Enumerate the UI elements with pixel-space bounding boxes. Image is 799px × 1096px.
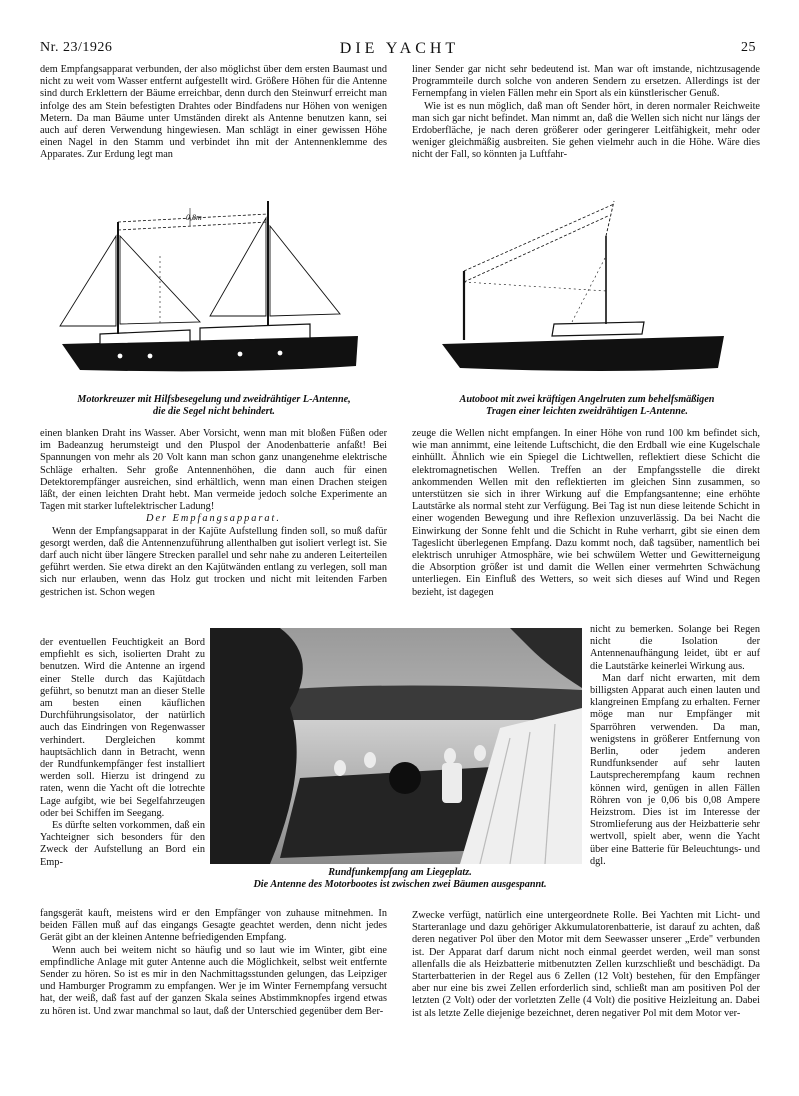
paragraph: Zwecke verfügt, natürlich eine untergeordnete Rolle. Bei Yachten mit Licht- und Starteranlage und dazu gehöriger Akkumulatorenbatterie, ist darauf zu achten, daß deren negativer Pol über den Motor mit dem Seewasser unserer „Erde" verbunden ist. Der Apparat darf darum nicht noch einmal geerdet werden, weil man sonst allenfalls die als Heizbatterie mitbenutzten Zellen kurzschließt und beschädigt. Da Starterbatterien in der Regel aus 6 Zellen (12 Volt) bestehen, für den Empfänger aber nur eine bis zwei Zellen erforderlich sind, schließt man am positiven Pol der letzten (2 Volt) oder der vorletzten Zelle (4 Volt) die positive Heizleitung an. Dabei ist als letzte Zelle diejenige bezeichnet, deren negativer Pol mit dem Motor ver- [412,910,760,1019]
paragraph: Wenn auch bei weitem nicht so häufig und so laut wie im Winter, gibt eine empfindliche Anlage mit guter Antenne auch die Möglichkeit, selbst weit entfernte Sender zu hören. So ist es mir in den Nachmittagsstunden gelungen, das Leipziger und Hamburger Programm zu empfangen. Wer je im Winter Fernempfang versucht hat, der weiß, daß fast auf der ganzen Skala seines Abstimmknopfes irgend etwas zu hören ist. Und zwar manchmal so laut, daß der Unterschied gegenüber dem Ber- [40,944,387,1017]
deckhouse-shape [200,324,310,341]
mizzen-sail [270,226,340,316]
paragraph: Wie ist es nun möglich, daß man oft Sender hört, in deren normaler Reichweite man sich gar nicht befindet. Man nimmt an, daß die Wellen sich nicht nur längs der Erdoberfläche, je nach deren größerer oder geringerer Leitfähigkeit, mehr oder weniger gleichmäßig ausbreiten. Sie gehen vielmehr auch in die Höhe. Wäre dies nicht der Fall, so könnten ja Luftfahr- [412,100,760,161]
right-column-bottom [412,910,760,1020]
jib-sail [120,236,200,324]
caption-line: Motorkreuzer mit Hilfsbesegelung und zweidrähtiger L-Antenne, [77,394,351,405]
section-heading: Der Empfangsapparat. [146,513,281,525]
right-column-mid [412,428,760,599]
photo-boat-at-mooring [210,628,582,864]
paragraph: zeuge die Wellen nicht empfangen. In einer Höhe von rund 100 km befindet sich, wie man annimmt, eine leitende Luftschicht, die den Erdball wie eine Kugelschale einhüllt. Ähnlich wie ein Spiegel die Lichtwellen, reflektiert diese Schicht die elektromagnetischen Wellen. Treffen an der Empfangsstelle die direkt ankommenden Wellen mit den reflektierten im gleichen Sinn zusammen, so unterstützen sie sich in ihrer Wirkung auf die Empfangsantenne; eine erhöhte Lautstärke als normal steht zur Verfügung. Bei Tag ist nun diese leitende Schicht in einer wogenden Bewegung und ihre Reflexion unzuverlässig. Da bei Nacht die Einwirkung der Sonne fehlt und die Schicht in Ruhe verharrt, gibt sie einen dem Tageslicht überlegenen Empfang. Dazu kommt noch, daß tagsüber, namentlich bei elektrisch unruhiger Atmosphäre, wie bei schwülem Wetter und Gewitterneigung die Absorption größer ist und damit die Wellen einer vermehrten Schwächung unterliegen. Ein Einfluß des Wetters, so weit sich dieses auf Wind und Regen bezieht, ist dagegen [412,428,760,598]
right-column-top [412,64,760,162]
paragraph: der eventuellen Feuchtigkeit an Bord empfiehlt es sich, isolierten Draht zu benutzen. Wird die Antenne an irgend einer Stelle durch das Kajütdach geführt, so benutzt man an dieser Stelle am besten einen käuflichen Durchführungsisolator, der natürlich auch das Eindringen von Regenwasser verhindert. Dergleichen kommt hauptsächlich dann in Betracht, wenn der Rundfunkempfänger fest installiert werden soll. Hierzu ist dringend zu raten, wenn die Yacht oft die lotrechte Lage aufgibt, wie bei Segelfahrzeugen oder bei Schiffen im Seegang. [40,637,205,819]
paragraph: Es dürfte selten vorkommen, daß ein Yachteigner sich besonders für den Zweck der Aufstellung an Bord ein Emp- [40,820,205,868]
paragraph: einen blanken Draht ins Wasser. Aber Vorsicht, wenn man mit bloßen Füßen oder im Badeanzug herumsteigt und den Pluspol der Anodenbatterie anfaßt! Bei Spannungen von mehr als 20 Volt kann man schon ganz unangenehme elektrische Schläge erhalten. Sehr große Antennenhöhen, die dann auch für einen Detektorempfänger ausreichen, sind erhältlich, wenn man einen Drachen steigen läßt, der einen leichten Draht hebt. Man vermeide jedoch solche Experimente an Tagen mit starker luftelektrischer Ladung! [40,428,387,513]
hull-shape [442,336,724,371]
lead-in-wire [572,256,606,322]
loudspeaker-shape [389,762,421,794]
rod-tip [606,201,614,236]
caption-line: Autoboot mit zwei kräftigen Angelruten zum behelfsmäßigen [459,394,715,405]
caption-line: Tragen einer leichten zweidrähtigen L-Antenne. [486,406,688,417]
page-number: 25 [741,40,756,55]
cabin-shape [100,330,190,344]
left-column-bottom [40,908,387,1018]
right-column-narrow [590,624,760,868]
paragraph: Man darf nicht erwarten, mit dem billigsten Apparat auch einen lauten und klangreinen Empfang zu erhalten. Ferner möge man nur Empfänger mit Sparröhren verwenden. Da man, wenigstens in größerer Entfernung von Berlin, oder jedem anderen Rundfunksender auf sehr lauten Lautsprecherempfang kaum rechnen können wird, genügen in allen Fällen Röhren von je 0,06 bis 0,08 Ampere Heizstrom. Dies ist im Interesse der Stromlieferung aus der Heizbatterie sehr wertvoll, spielt aber, wenn die Yacht über eine Batterie für Beleuchtungs- und dgl. [590,672,760,867]
caption-line: Rundfunkempfang am Liegeplatz. [328,867,472,878]
paragraph: Wenn der Empfangsapparat in der Kajüte Aufstellung finden soll, so muß dafür gesorgt werden, daß die Antennenzuführung allenthalben gut isoliert verlegt ist. Sie darf auch nicht über längere Strecken parallel und sehr nahe zu anderen Leiterteilen geführt werden. Sie etwa direkt an den Kajütwänden entlang zu verlegen, soll man sich nur erlauben, wenn das Holz gut trocken und nicht mit leitenden Farben gestrichen ist. Schon wegen [40,525,387,598]
photo-caption [210,867,590,891]
caption-line: die die Segel nicht behindert. [153,406,275,417]
fore-sail [60,236,116,326]
antenna-wire-1 [464,204,614,271]
left-column-narrow [40,637,205,869]
measure-label: 0,8m [186,213,202,222]
cockpit-shape [552,322,644,336]
caption-line: Die Antenne des Motorbootes ist zwischen zwei Bäumen ausgespannt. [253,879,547,890]
left-column-mid [40,428,387,599]
paragraph: dem Empfangsapparat verbunden, der also möglichst über dem ersten Baumast und nicht zu weit vom Wasser entfernt aufgestellt wird. Größere Höhen für die Antenne sind durch Erklettern der Bäume erreichbar, denn durch den Steinwurf erreicht man infolge des am Stein befestigten Drahtes oder Bindfadens nur Höhen von wenigen Metern. Da man Bäume unter Umständen direkt als Antenne benutzen kann, sei auch auf deren Verwendung hingewiesen. Man schlägt in einer gewissen Höhe einen Nagel in den Stamm und verbindet ihn mit der Antennenklemme des Apparates. Zur Erdung legt man [40,64,387,161]
figure-right-caption [412,394,762,418]
paragraph: fangsgerät kauft, meistens wird er den Empfänger von zuhause mitnehmen. In beiden Fällen muß auf das eingangs Gesagte geachtet werden, denn nicht jedes Gerät gibt an der kleinen Antenne befriedigenden Empfang. [40,908,387,944]
main-sail [210,218,266,316]
antenna-wire-2 [464,216,608,282]
paragraph: liner Sender gar nicht sehr bedeutend ist. Man war oft imstande, nichtzusagende Programmteile durch solche von anderen Sendern zu ersetzen. Allerdings ist der Fernempfang in vielen Fällen mehr ein Sport als ein künstlerischer Genuß. [412,64,760,100]
issue-number: Nr. 23/1926 [40,40,113,55]
paragraph: nicht zu bemerken. Solange bei Regen nicht die Isolation der Antennenaufhängung leidet, übt er auf die Lautstärke keinerlei Wirkung aus. [590,624,760,672]
antenna-wire-2 [118,222,268,230]
motor-cruiser-diagram [40,196,388,386]
figure-left-caption [40,394,388,418]
photo-illustration [210,628,582,864]
motorboat-diagram [412,196,762,386]
left-column-top [40,64,387,162]
guy-line [464,282,606,291]
magazine-title: DIE YACHT [339,40,460,57]
